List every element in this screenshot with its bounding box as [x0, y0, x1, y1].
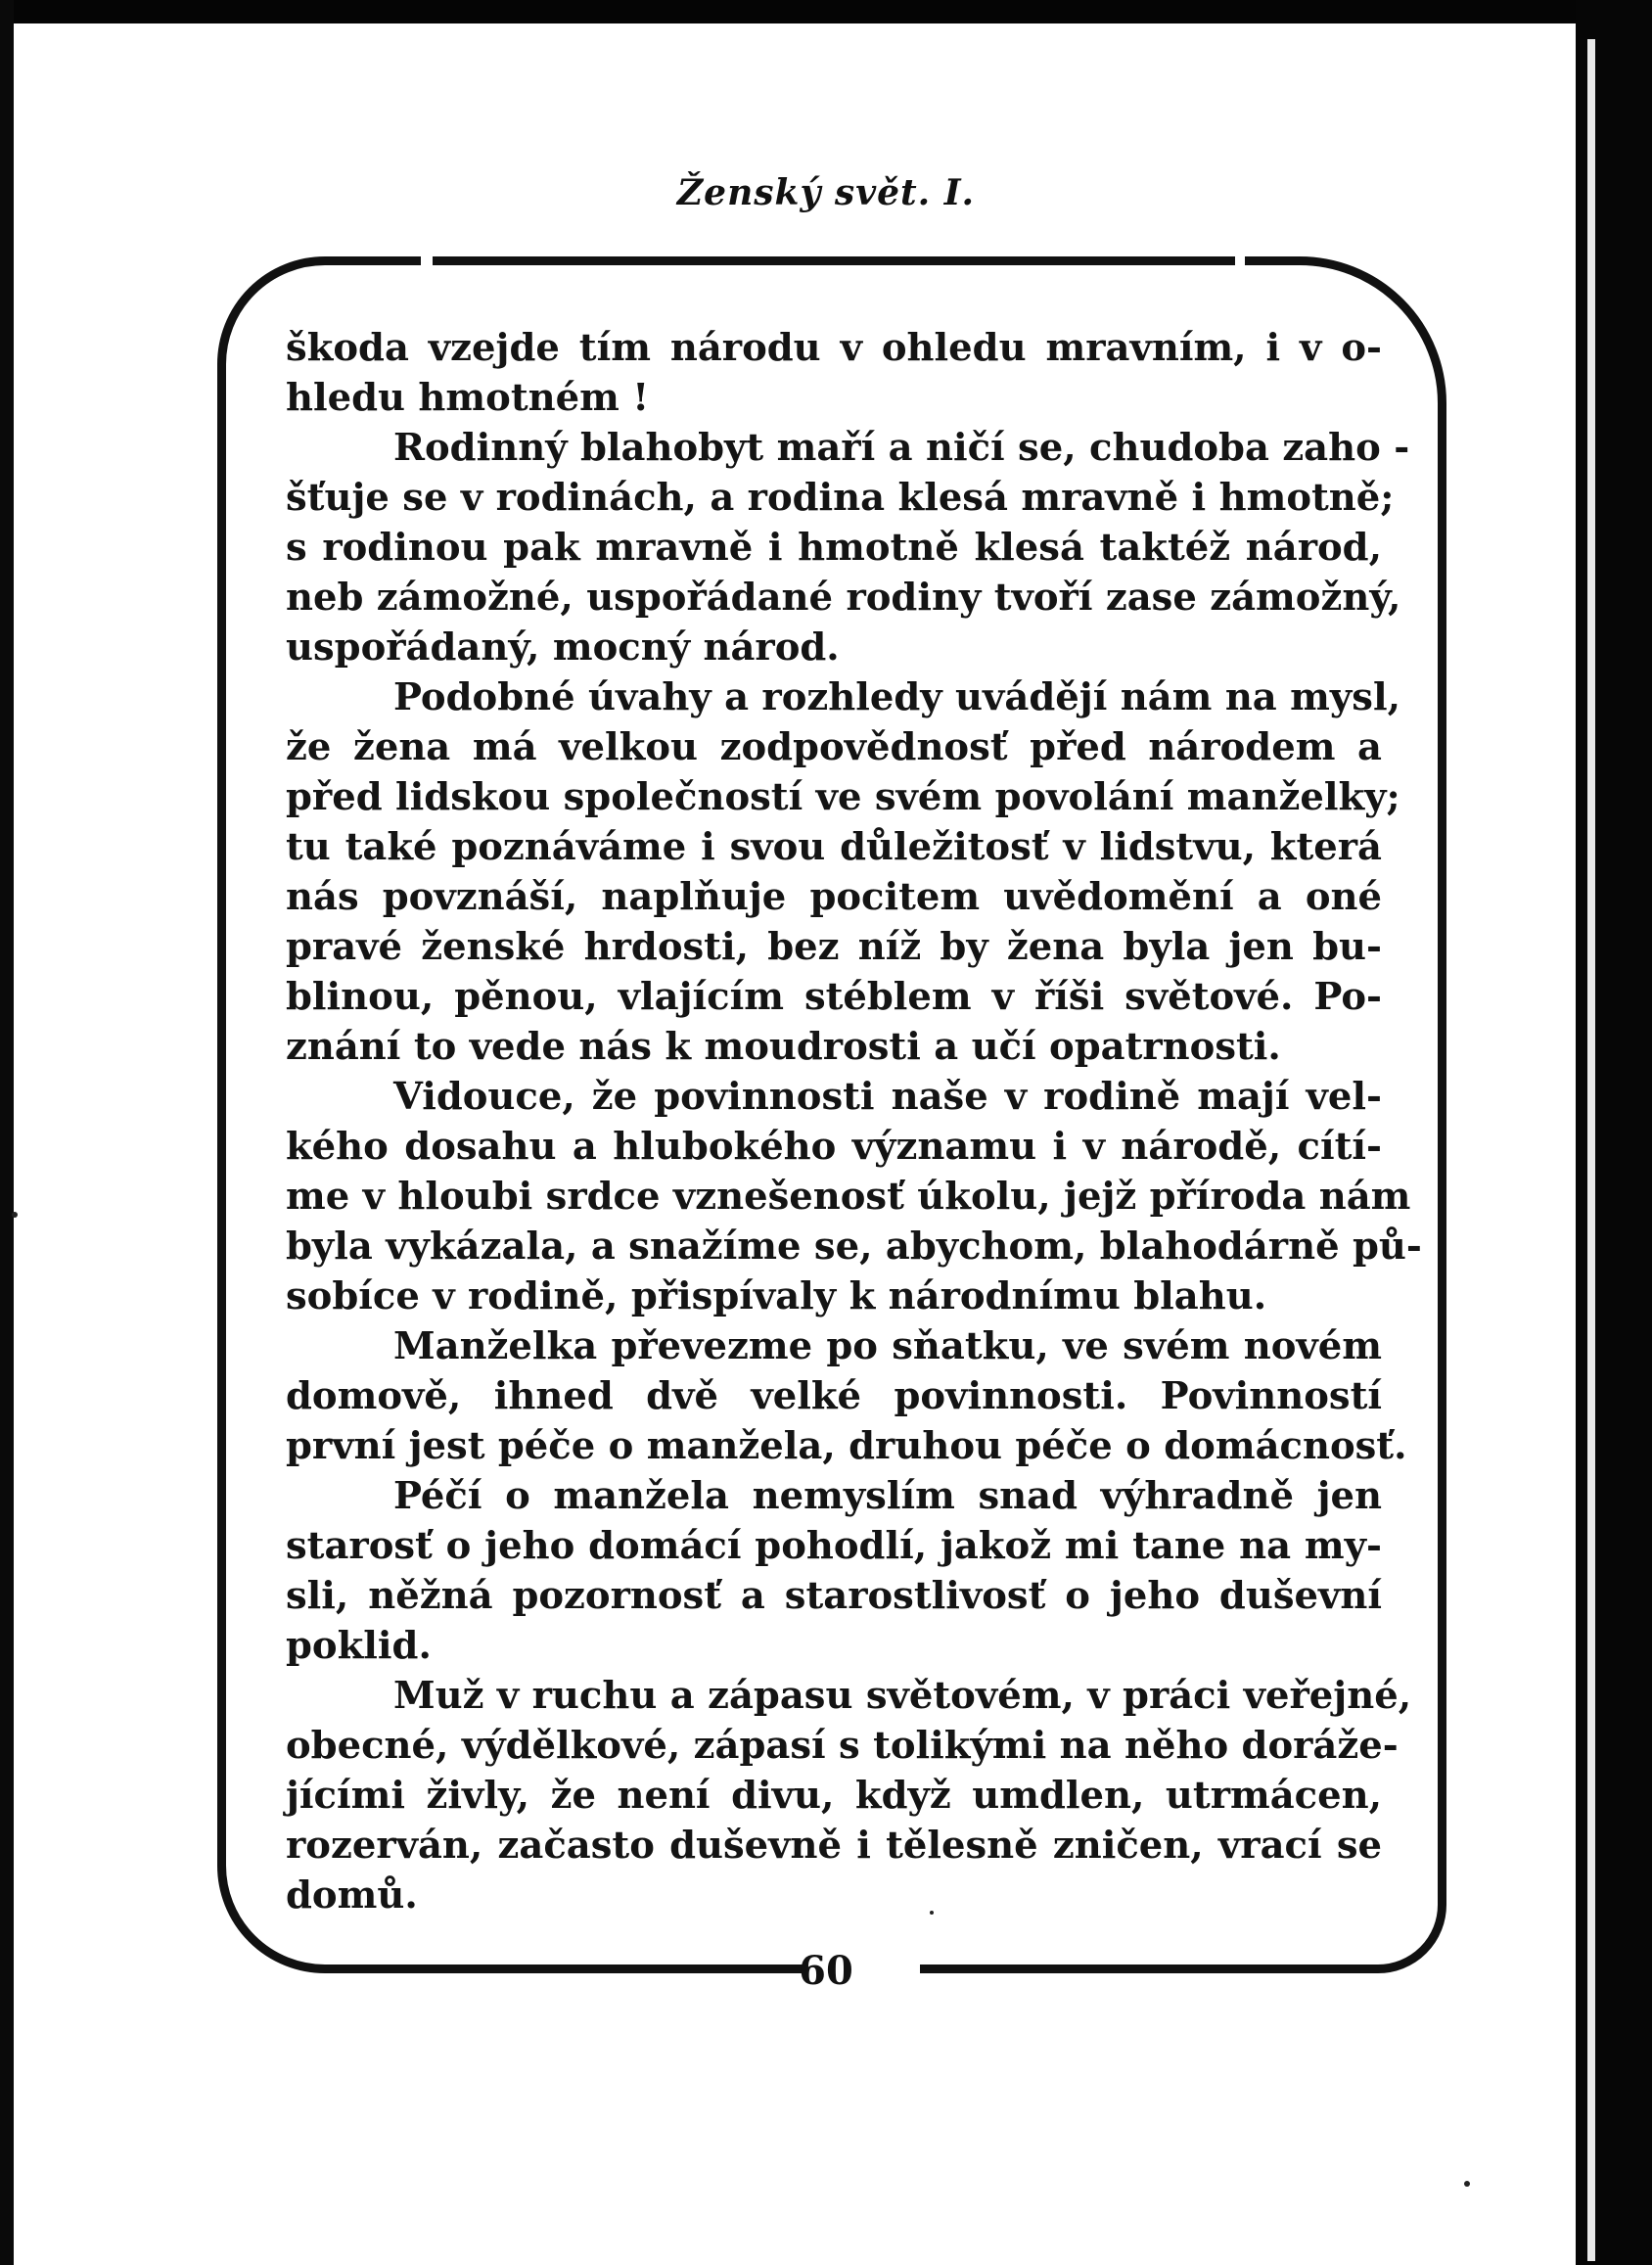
scan-speck — [930, 1911, 934, 1915]
scan-speck — [1464, 2181, 1470, 2187]
text-line: Péčí o manžela nemyslím snad výhradně jen — [393, 1474, 1382, 1518]
next-page-edge — [1587, 39, 1595, 2261]
text-line: sobíce v rodině, přispívaly k národnímu blahu. — [286, 1274, 1267, 1318]
text-line: pravé ženské hrdosti, bez níž by žena byla jen bu- — [286, 925, 1382, 969]
text-line: s rodinou pak mravně i hmotně klesá taktéž národ, — [286, 526, 1382, 570]
text-line: Vidouce, že povinnosti naše v rodině mají vel- — [393, 1075, 1382, 1119]
body-text — [286, 323, 1422, 1920]
text-line: blinou, pěnou, vlajícím stéblem v říši světové. Po- — [286, 975, 1382, 1019]
text-line: sli, něžná pozornosť a starostlivosť o jeho duševní — [286, 1574, 1382, 1618]
text-line: uspořádaný, mocný národ. — [286, 625, 840, 670]
text-line: neb zámožné, uspořádané rodiny tvoří zase zámožný, — [286, 576, 1401, 620]
text-line: obecné, výdělkové, zápasí s tolikými na něho doráže- — [286, 1724, 1399, 1768]
text-line: Podobné úvahy a rozhledy uvádějí nám na mysl, — [393, 675, 1400, 719]
text-line: tu také poznáváme i svou důležitosť v lidstvu, která — [286, 825, 1382, 869]
text-line: byla vykázala, a snažíme se, abychom, blahodárně pů- — [286, 1225, 1422, 1269]
page-number: 60 — [799, 1948, 853, 1994]
frame-break — [1235, 251, 1245, 270]
frame-break — [421, 251, 433, 270]
text-line: Rodinný blahobyt maří a ničí se, chudoba zaho - — [393, 426, 1410, 470]
text-line: znání to vede nás k moudrosti a učí opatrnosti. — [286, 1025, 1281, 1069]
text-line: domově, ihned dvě velké povinnosti. Povinností — [286, 1374, 1382, 1418]
text-line: před lidskou společností ve svém povolání manželky; — [286, 775, 1400, 819]
text-line: Manželka převezme po sňatku, ve svém novém — [393, 1324, 1382, 1368]
text-line: hledu hmotném ! — [286, 376, 650, 420]
text-line: že žena má velkou zodpovědnosť před národem a — [286, 725, 1382, 769]
text-line: me v hloubi srdce vznešenosť úkolu, jejž příroda nám — [286, 1175, 1411, 1219]
text-line: starosť o jeho domácí pohodlí, jakož mi tane na my- — [286, 1524, 1382, 1568]
text-line: první jest péče o manžela, druhou péče o domácnosť. — [286, 1424, 1407, 1468]
text-line: Muž v ruchu a zápasu světovém, v práci veřejné, — [393, 1674, 1412, 1718]
text-line: domů. — [286, 1873, 418, 1918]
text-line: šťuje se v rodinách, a rodina klesá mravně i hmotně; — [286, 476, 1395, 520]
scan-border-left — [0, 0, 14, 2265]
scan-speck — [12, 1212, 18, 1218]
text-line: škoda vzejde tím národu v ohledu mravním, i v o- — [286, 326, 1382, 370]
running-head: Ženský svět. I. — [676, 172, 976, 213]
text-line: jícími živly, že není divu, když umdlen, utrmácen, — [286, 1774, 1382, 1818]
text-line: rozerván, začasto duševně i tělesně zničen, vrací se — [286, 1824, 1382, 1868]
scan-border-top — [0, 0, 1652, 23]
text-line: poklid. — [286, 1624, 432, 1668]
text-line: nás povznáší, naplňuje pocitem uvědomění a oné — [286, 875, 1382, 919]
text-line: kého dosahu a hlubokého významu i v národě, cítí- — [286, 1125, 1382, 1169]
